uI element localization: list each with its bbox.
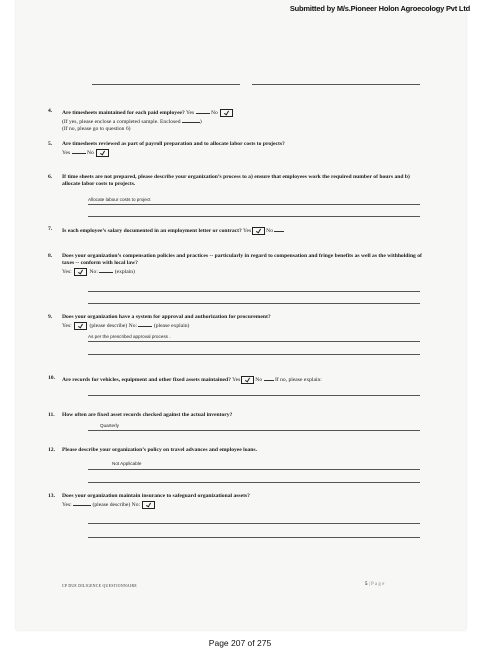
question-number: 8. xyxy=(48,253,53,259)
yes-label: Yes: xyxy=(62,269,72,276)
question-12 xyxy=(48,447,422,454)
no-checkbox[interactable] xyxy=(142,501,155,509)
answer-line xyxy=(88,291,420,292)
question-note: (If yes, please enclose a completed sample. Enclosed xyxy=(62,119,181,126)
yes-label: Yes: xyxy=(62,323,72,330)
answer-line xyxy=(252,84,420,85)
question-number: 5. xyxy=(48,141,53,147)
answer-line xyxy=(88,303,420,304)
no-note: (please explain) xyxy=(153,323,190,330)
no-label: No: xyxy=(89,269,98,276)
enclosed-blank[interactable] xyxy=(182,117,202,126)
yes-label: Yes xyxy=(243,228,252,234)
question-number: 11. xyxy=(48,412,55,418)
answer-text: Quarterly xyxy=(100,423,119,428)
question-9 xyxy=(48,314,422,330)
answer-line xyxy=(88,395,420,396)
note-end: ) xyxy=(199,119,202,126)
question-text: Are timesheets reviewed as part of payroll preparation and to allocate labor costs to projects? xyxy=(62,141,285,147)
question-number: 7. xyxy=(48,226,53,232)
question-number: 9. xyxy=(48,314,53,320)
no-label: No xyxy=(211,110,218,116)
no-blank[interactable] xyxy=(274,226,284,232)
answer-line xyxy=(88,523,420,524)
yes-checkbox[interactable] xyxy=(252,227,265,235)
footer-page xyxy=(365,582,384,587)
yes-checkbox[interactable] xyxy=(74,268,87,276)
question-text: Does your organization have a system for approval and authorization for procurement? xyxy=(62,314,271,320)
question-13 xyxy=(48,493,422,509)
no-label: No xyxy=(266,228,273,234)
question-text: Is each employee’s salary documented in an employment letter or contract? xyxy=(62,228,242,234)
yes-blank[interactable] xyxy=(196,108,210,114)
no-blank[interactable] xyxy=(99,267,113,273)
yes-blank[interactable] xyxy=(72,148,86,154)
footer-page-number: 5 xyxy=(365,582,368,587)
question-text: If time sheets are not prepared, please describe your organization’s process to a) ensure that employees work the required number of hours and b) allocate labor costs to projects. xyxy=(62,174,410,188)
answer-line xyxy=(88,469,420,470)
question-text: Are records for vehicles, equipment and other fixed assets maintained? xyxy=(62,377,231,383)
question-10 xyxy=(48,375,422,384)
question-8 xyxy=(48,253,422,277)
no-checkbox[interactable] xyxy=(96,149,109,157)
footer-title: CP DUE DILIGENCE QUESTIONNAIRE xyxy=(62,584,137,588)
answer-line xyxy=(88,537,420,538)
question-7 xyxy=(48,226,422,235)
pagination-label: Page 207 of 275 xyxy=(208,638,272,648)
no-blank[interactable] xyxy=(264,375,274,381)
yes-label: Yes: xyxy=(62,502,72,509)
question-text: How often are fixed asset records checked against the actual inventory? xyxy=(62,412,233,418)
answer-text: Not Applicable xyxy=(112,461,142,466)
yes-label: Yes xyxy=(62,150,71,157)
answer-line xyxy=(88,341,420,342)
yes-label: Yes xyxy=(186,110,195,116)
question-text: Does your organization’s compensation policies and practices -- particularly in regard to compensation and fringe benefits as well as the withholding of taxes -- conform with local law? xyxy=(62,253,422,267)
yes-checkbox[interactable] xyxy=(74,322,87,330)
answer-line xyxy=(88,482,420,483)
answer-text: Allocate labour costs to project xyxy=(88,197,151,202)
question-note: (If no, please go to question 6) xyxy=(62,126,131,133)
explain-label: If no, please explain: xyxy=(274,377,322,383)
answer-line xyxy=(88,354,420,355)
answer-line xyxy=(88,216,420,217)
question-text: Does your organization maintain insurance to safeguard organizational assets? xyxy=(62,493,250,499)
yes-checkbox[interactable] xyxy=(241,376,254,384)
footer-page-label: | P a g e xyxy=(368,582,385,587)
question-number: 13. xyxy=(48,493,55,499)
answer-line xyxy=(92,84,240,85)
question-number: 6. xyxy=(48,174,53,180)
question-4 xyxy=(48,108,422,134)
question-text: Are timesheets maintained for each paid employee? xyxy=(62,110,185,116)
answer-line xyxy=(88,204,420,205)
yes-note: (please describe) No: xyxy=(92,502,141,509)
no-label: No xyxy=(86,150,94,157)
question-number: 10. xyxy=(48,375,55,381)
no-checkbox[interactable] xyxy=(220,109,233,117)
no-blank[interactable] xyxy=(138,321,152,327)
question-5 xyxy=(48,141,422,157)
yes-label: Yes xyxy=(232,377,241,383)
yes-blank[interactable] xyxy=(73,500,91,506)
no-label: No xyxy=(255,377,263,383)
question-text: Please describe your organization’s policy on travel advances and employee loans. xyxy=(62,447,257,453)
question-6 xyxy=(48,174,422,188)
yes-note: (please describe) No: xyxy=(89,323,138,330)
submitted-by-stamp: Submitted by M/s.Pioneer Holon Agroecology Pvt Ltd xyxy=(289,4,470,13)
question-11 xyxy=(48,412,422,419)
explain-label: (explain) xyxy=(114,269,135,276)
answer-line xyxy=(88,430,420,431)
question-number: 12. xyxy=(48,447,55,453)
answer-text: As per the prescribed approval process . xyxy=(88,334,171,339)
question-number: 4. xyxy=(48,108,53,114)
